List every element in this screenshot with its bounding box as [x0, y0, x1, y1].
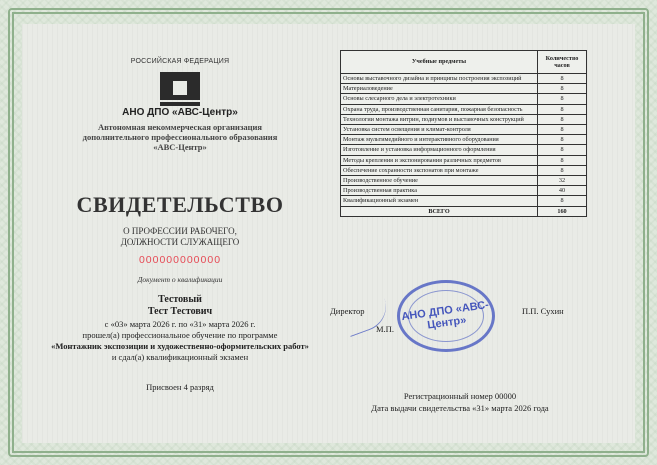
hours-cell: 40 [538, 186, 587, 196]
subject-cell: Изготовление и установка информационного оформления [341, 145, 538, 155]
column-header-hours: Количество часов [538, 51, 587, 74]
subtitle-line-2: ДОЛЖНОСТИ СЛУЖАЩЕГО [120, 237, 240, 247]
subject-cell: Охрана труда, производственная санитария, пожарная безопасность [341, 104, 538, 114]
table-row [341, 196, 587, 206]
table-row [341, 145, 587, 155]
table-row [341, 94, 587, 104]
table-row [341, 74, 587, 84]
exam-statement: и сдал(а) квалификационный экзамен [111, 352, 249, 362]
organization-stamp [397, 280, 495, 352]
organization-full-name [40, 122, 320, 152]
registration-number: Регистрационный номер 00000 [403, 391, 517, 401]
total-hours: 160 [538, 206, 587, 216]
hours-cell: 8 [538, 145, 587, 155]
subject-cell: Технологии монтажа витрин, подиумов и выставочных конструкций [341, 114, 538, 124]
hours-cell: 8 [538, 155, 587, 165]
hours-cell: 8 [538, 165, 587, 175]
column-header-subjects: Учебные предметы [341, 51, 538, 74]
subject-cell: Обеспечение сохранности экспонатов при монтаже [341, 165, 538, 175]
hours-cell: 8 [538, 84, 587, 94]
certificate-number: 000000000000 [138, 254, 222, 266]
subject-cell: Монтаж мультимедийного и интерактивного оборудования [341, 135, 538, 145]
hours-cell: 8 [538, 135, 587, 145]
table-row [341, 176, 587, 186]
organization-logo-icon [160, 72, 200, 100]
subject-cell: Методы крепления и экспонирования различных предметов [341, 155, 538, 165]
subject-cell: Основы выставочного дизайна и принципы построения экспозиций [341, 74, 538, 84]
org-full-line-3: «АВС-Центр» [153, 142, 207, 152]
federation-label: РОССИЙСКАЯ ФЕДЕРАЦИЯ [130, 58, 230, 65]
hours-cell: 32 [538, 176, 587, 186]
hours-cell: 8 [538, 125, 587, 135]
program-name: «Монтажник экспозиции и художественно-оформительских работ» [51, 341, 309, 351]
table-row [341, 84, 587, 94]
director-label: Директор [330, 306, 365, 316]
holder-name: Тест Тестович [147, 306, 213, 317]
issue-date: Дата выдачи свидетельства «31» марта 2026 года [371, 403, 549, 413]
subject-cell: Производственная практика [341, 186, 538, 196]
training-dates: с «03» марта 2026 г. по «31» марта 2026 г. [104, 319, 256, 329]
org-full-line-1: Автономная некоммерческая организация [97, 122, 262, 132]
subjects-table [340, 50, 587, 217]
hours-cell: 8 [538, 94, 587, 104]
table-row [341, 125, 587, 135]
table-row [341, 135, 587, 145]
subject-cell: Основы слесарного дела и электротехники [341, 94, 538, 104]
table-row [341, 186, 587, 196]
table-row [341, 155, 587, 165]
certificate-subtitle [60, 226, 300, 248]
director-name: П.П. Сухин [522, 306, 564, 316]
certificate-title: СВИДЕТЕЛЬСТВО [76, 192, 284, 217]
assigned-rank: Присвоен 4 разряд [146, 382, 214, 392]
document-type: Документ о квалификации [137, 275, 223, 284]
organization-short-name: АНО ДПО «АВС-Центр» [122, 107, 238, 118]
subtitle-line-1: О ПРОФЕССИИ РАБОЧЕГО, [123, 226, 237, 236]
subject-cell: Установка систем освещения и климат-контроля [341, 125, 538, 135]
subject-cell: Материаловедение [341, 84, 538, 94]
subject-cell: Производственное обучение [341, 176, 538, 186]
training-statement: прошел(а) профессиональное обучение по программе [82, 330, 278, 340]
subject-cell: Квалификационный экзамен [341, 196, 538, 206]
seal-place-label: М.П. [376, 324, 394, 334]
total-row [341, 206, 587, 216]
subjects-table-body [341, 74, 587, 217]
table-row [341, 104, 587, 114]
hours-cell: 8 [538, 104, 587, 114]
hours-cell: 8 [538, 114, 587, 124]
table-row [341, 165, 587, 175]
table-row [341, 114, 587, 124]
total-label: ВСЕГО [341, 206, 538, 216]
org-full-line-2: дополнительного профессионального образования [82, 132, 278, 142]
stamp-text: АНО ДПО «АВС-Центр» [400, 298, 490, 332]
holder-surname: Тестовый [158, 294, 202, 305]
hours-cell: 8 [538, 74, 587, 84]
hours-cell: 8 [538, 196, 587, 206]
